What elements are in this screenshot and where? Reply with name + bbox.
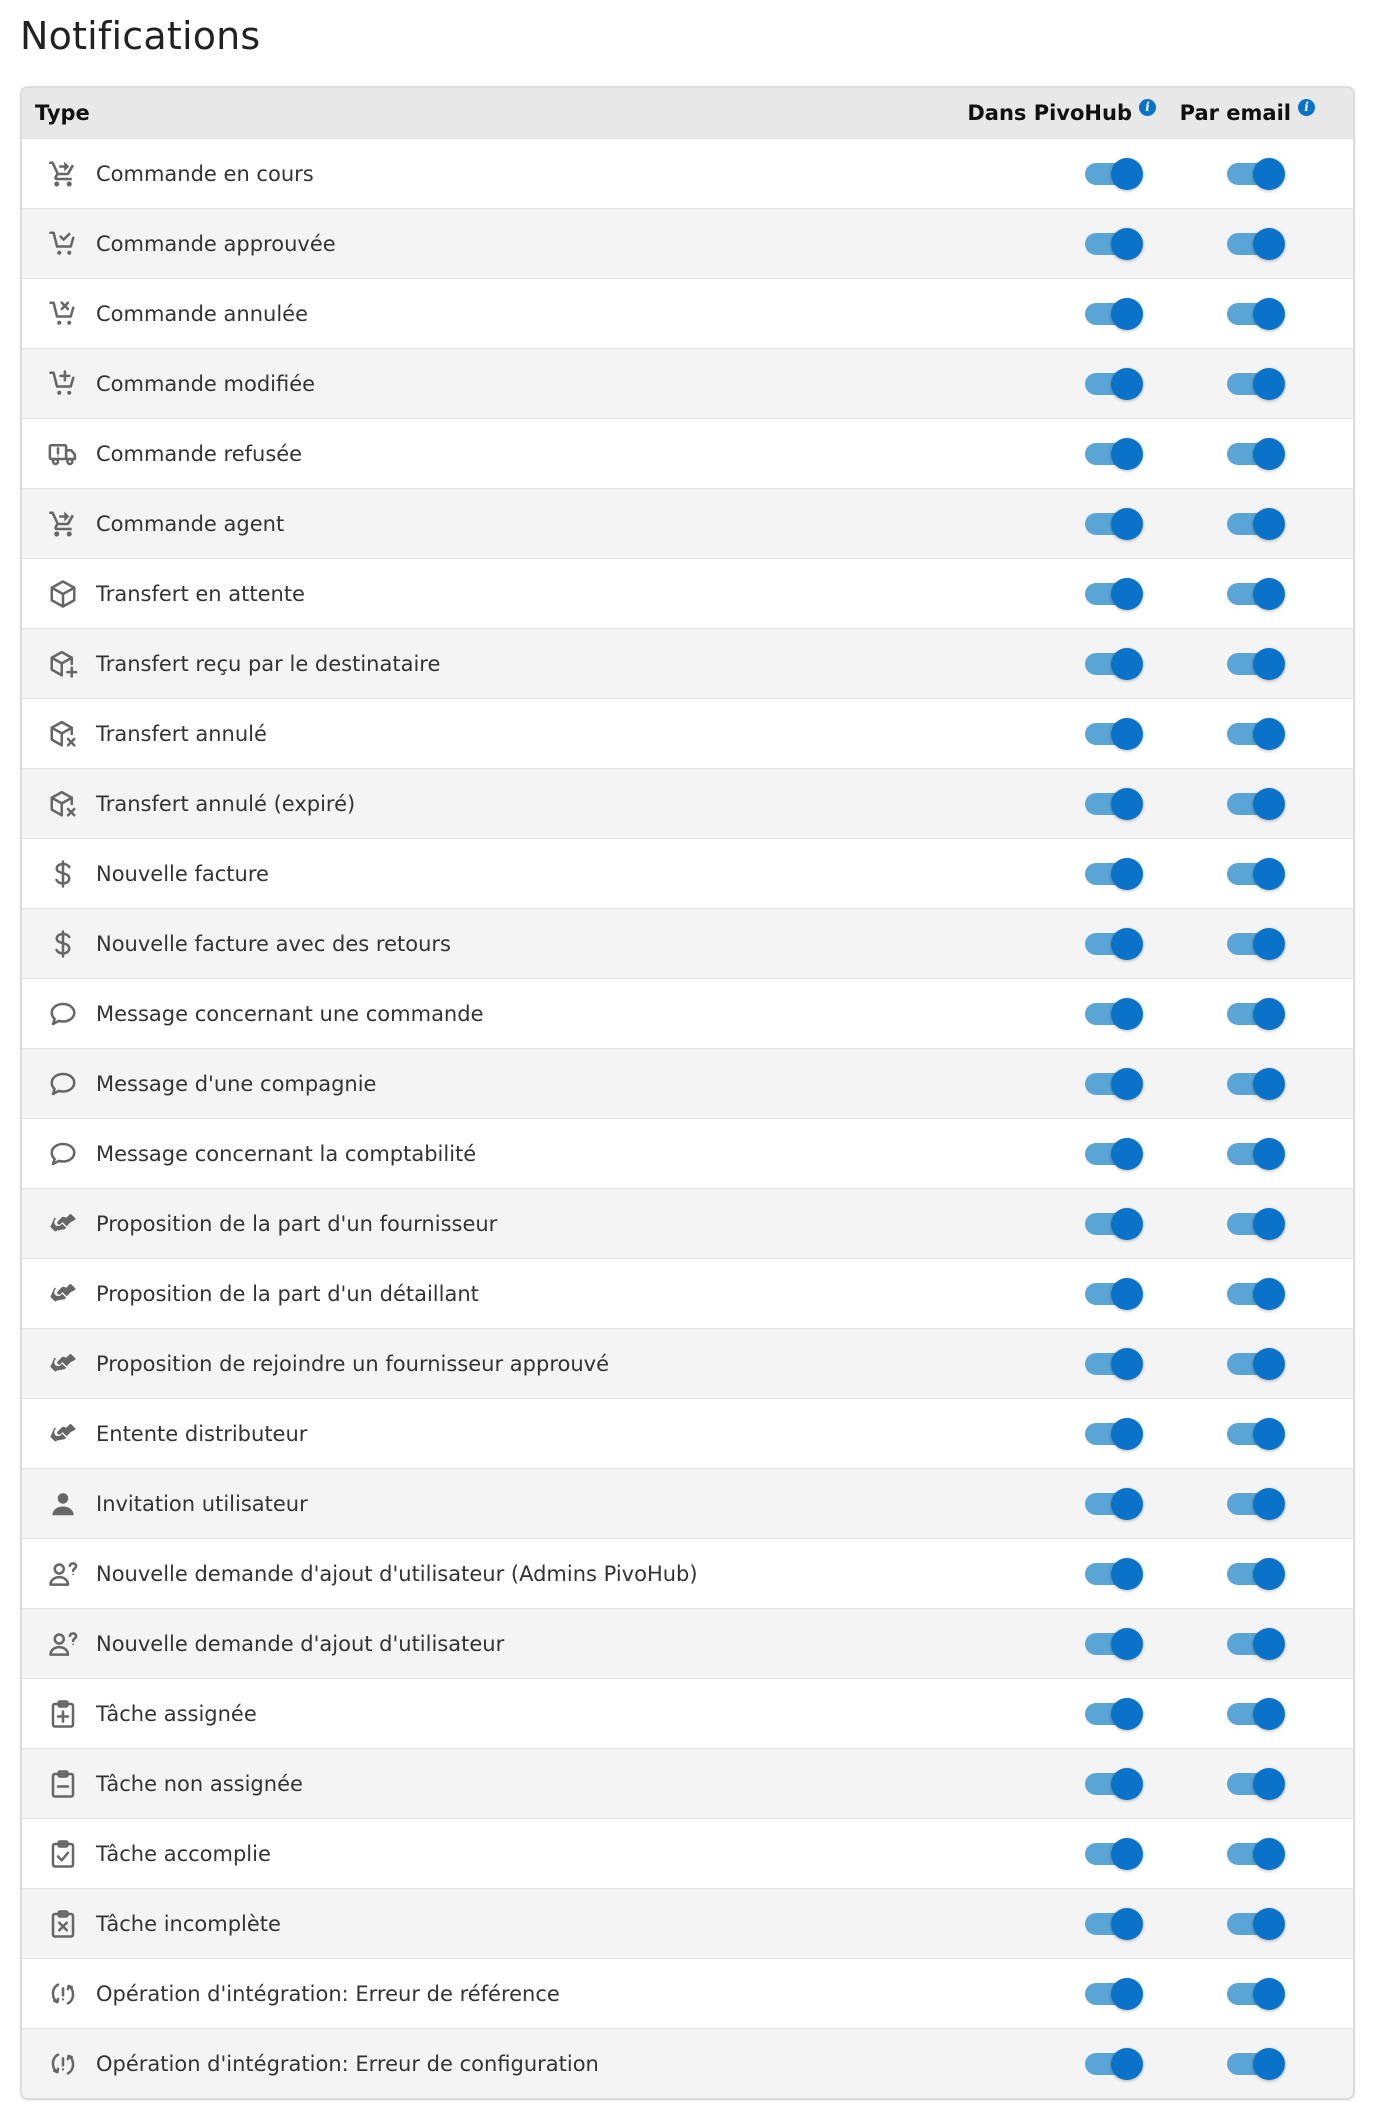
- in-app-toggle[interactable]: [1085, 163, 1141, 185]
- toggle-knob: [1253, 1768, 1285, 1800]
- email-toggle[interactable]: [1227, 1143, 1283, 1165]
- toggle-knob: [1111, 578, 1143, 610]
- in-app-cell: [909, 1703, 1141, 1725]
- notification-type-label: Tâche assignée: [96, 1701, 257, 1726]
- notifications-table: [20, 86, 1355, 2100]
- toggle-knob: [1111, 1558, 1143, 1590]
- in-app-cell: [909, 303, 1141, 325]
- in-app-cell: [909, 1773, 1141, 1795]
- in-app-cell: [909, 1983, 1141, 2005]
- toggle-knob: [1253, 228, 1285, 260]
- in-app-cell: [909, 513, 1141, 535]
- truck-alert-icon: [47, 438, 79, 470]
- table-row: [22, 1958, 1353, 2028]
- in-app-cell: [909, 1913, 1141, 1935]
- toggle-knob: [1253, 1908, 1285, 1940]
- email-cell: [1141, 1423, 1353, 1445]
- email-toggle[interactable]: [1227, 373, 1283, 395]
- type-cell: [22, 1768, 909, 1800]
- in-app-toggle[interactable]: [1085, 1213, 1141, 1235]
- notification-type-label: Transfert annulé: [96, 721, 267, 746]
- type-cell: [22, 1558, 909, 1590]
- type-cell: [22, 2048, 909, 2080]
- toggle-knob: [1111, 1768, 1143, 1800]
- table-row: [22, 698, 1353, 768]
- email-toggle[interactable]: [1227, 583, 1283, 605]
- type-cell: [22, 578, 909, 610]
- toggle-knob: [1111, 298, 1143, 330]
- email-cell: [1141, 1983, 1353, 2005]
- table-row: [22, 628, 1353, 698]
- in-app-toggle[interactable]: [1085, 373, 1141, 395]
- toggle-knob: [1253, 788, 1285, 820]
- toggle-knob: [1111, 928, 1143, 960]
- toggle-knob: [1111, 158, 1143, 190]
- email-toggle[interactable]: [1227, 1283, 1283, 1305]
- in-app-cell: [909, 1003, 1141, 1025]
- email-cell: [1141, 1213, 1353, 1235]
- toggle-knob: [1253, 578, 1285, 610]
- toggle-knob: [1111, 438, 1143, 470]
- email-cell: [1141, 373, 1353, 395]
- notification-type-label: Transfert en attente: [96, 581, 305, 606]
- toggle-knob: [1111, 788, 1143, 820]
- notification-type-label: Proposition de rejoindre un fournisseur approuvé: [96, 1351, 609, 1376]
- in-app-cell: [909, 933, 1141, 955]
- in-app-cell: [909, 1143, 1141, 1165]
- in-app-cell: [909, 1353, 1141, 1375]
- page-title: Notifications: [20, 14, 261, 58]
- table-row: [22, 1258, 1353, 1328]
- table-row: [22, 278, 1353, 348]
- in-app-toggle[interactable]: [1085, 1073, 1141, 1095]
- toggle-knob: [1253, 508, 1285, 540]
- type-cell: [22, 788, 909, 820]
- toggle-knob: [1253, 1838, 1285, 1870]
- table-row: [22, 768, 1353, 838]
- notification-type-label: Transfert reçu par le destinataire: [96, 651, 441, 676]
- table-row: [22, 838, 1353, 908]
- in-app-cell: [909, 1843, 1141, 1865]
- in-app-toggle[interactable]: [1085, 863, 1141, 885]
- table-row: [22, 1608, 1353, 1678]
- table-row: [22, 1678, 1353, 1748]
- header-email: [1156, 101, 1353, 125]
- clipboard-check-icon: [47, 1838, 79, 1870]
- notification-type-label: Message d'une compagnie: [96, 1071, 377, 1096]
- table-row: [22, 1818, 1353, 1888]
- toggle-knob: [1253, 648, 1285, 680]
- type-cell: [22, 1908, 909, 1940]
- toggle-knob: [1253, 928, 1285, 960]
- in-app-cell: [909, 723, 1141, 745]
- in-app-cell: [909, 1493, 1141, 1515]
- toggle-knob: [1253, 1418, 1285, 1450]
- email-cell: [1141, 1493, 1353, 1515]
- notification-type-label: Proposition de la part d'un fournisseur: [96, 1211, 498, 1236]
- cart-arrow-icon: [47, 508, 79, 540]
- toggle-knob: [1253, 858, 1285, 890]
- toggle-knob: [1253, 298, 1285, 330]
- notification-type-label: Commande refusée: [96, 441, 303, 466]
- in-app-cell: [909, 583, 1141, 605]
- email-toggle[interactable]: [1227, 653, 1283, 675]
- toggle-knob: [1253, 1978, 1285, 2010]
- in-app-toggle[interactable]: [1085, 583, 1141, 605]
- toggle-knob: [1111, 858, 1143, 890]
- email-toggle[interactable]: [1227, 863, 1283, 885]
- type-cell: [22, 298, 909, 330]
- chat-bubble-icon: [47, 1138, 79, 1170]
- toggle-knob: [1111, 1418, 1143, 1450]
- in-app-cell: [909, 443, 1141, 465]
- notification-type-label: Nouvelle demande d'ajout d'utilisateur (Admins PivoHub): [96, 1561, 698, 1586]
- table-row: [22, 1118, 1353, 1188]
- table-row: [22, 558, 1353, 628]
- type-cell: [22, 1698, 909, 1730]
- in-app-toggle[interactable]: [1085, 1493, 1141, 1515]
- in-app-toggle[interactable]: [1085, 1423, 1141, 1445]
- table-row: [22, 1328, 1353, 1398]
- in-app-toggle[interactable]: [1085, 1003, 1141, 1025]
- table-row: [22, 418, 1353, 488]
- user-icon: [47, 1488, 79, 1520]
- toggle-knob: [1253, 1348, 1285, 1380]
- type-cell: [22, 928, 909, 960]
- email-toggle[interactable]: [1227, 1213, 1283, 1235]
- in-app-toggle[interactable]: [1085, 793, 1141, 815]
- toggle-knob: [1253, 1488, 1285, 1520]
- chat-bubble-icon: [47, 1068, 79, 1100]
- email-toggle[interactable]: [1227, 1003, 1283, 1025]
- in-app-cell: [909, 1073, 1141, 1095]
- type-cell: [22, 368, 909, 400]
- clipboard-x-icon: [47, 1908, 79, 1940]
- in-app-toggle[interactable]: [1085, 233, 1141, 255]
- cart-check-icon: [47, 228, 79, 260]
- email-toggle[interactable]: [1227, 233, 1283, 255]
- toggle-knob: [1111, 1698, 1143, 1730]
- in-app-toggle[interactable]: [1085, 1353, 1141, 1375]
- toggle-knob: [1111, 508, 1143, 540]
- table-row: [22, 1048, 1353, 1118]
- in-app-cell: [909, 233, 1141, 255]
- type-cell: [22, 858, 909, 890]
- handshake-icon: [47, 1348, 79, 1380]
- toggle-knob: [1111, 2048, 1143, 2080]
- email-cell: [1141, 1773, 1353, 1795]
- table-row: [22, 1398, 1353, 1468]
- type-cell: [22, 1138, 909, 1170]
- handshake-icon: [47, 1418, 79, 1450]
- email-cell: [1141, 1633, 1353, 1655]
- package-x-icon: [47, 718, 79, 750]
- toggle-knob: [1111, 1348, 1143, 1380]
- in-app-cell: [909, 863, 1141, 885]
- email-cell: [1141, 1703, 1353, 1725]
- email-cell: [1141, 1073, 1353, 1095]
- in-app-cell: [909, 1633, 1141, 1655]
- header-in-app: [909, 101, 1156, 125]
- email-cell: [1141, 1843, 1353, 1865]
- in-app-toggle[interactable]: [1085, 1563, 1141, 1585]
- header-type: Type: [35, 101, 90, 125]
- toggle-knob: [1253, 2048, 1285, 2080]
- toggle-knob: [1253, 438, 1285, 470]
- in-app-toggle[interactable]: [1085, 1913, 1141, 1935]
- table-row: [22, 978, 1353, 1048]
- in-app-toggle[interactable]: [1085, 723, 1141, 745]
- notification-type-label: Nouvelle demande d'ajout d'utilisateur: [96, 1631, 505, 1656]
- in-app-toggle[interactable]: [1085, 443, 1141, 465]
- notification-type-label: Commande modifiée: [96, 371, 316, 396]
- toggle-knob: [1111, 1138, 1143, 1170]
- notification-type-label: Tâche incomplète: [96, 1911, 281, 1936]
- type-cell: [22, 718, 909, 750]
- toggle-knob: [1111, 718, 1143, 750]
- table-row: [22, 1748, 1353, 1818]
- info-icon[interactable]: i: [1139, 99, 1156, 116]
- table-row: [22, 348, 1353, 418]
- in-app-cell: [909, 1423, 1141, 1445]
- table-body: [22, 138, 1353, 2098]
- in-app-toggle[interactable]: [1085, 933, 1141, 955]
- type-cell: [22, 1838, 909, 1870]
- email-cell: [1141, 723, 1353, 745]
- notification-type-label: Tâche non assignée: [96, 1771, 303, 1796]
- email-toggle[interactable]: [1227, 1913, 1283, 1935]
- email-toggle[interactable]: [1227, 793, 1283, 815]
- toggle-knob: [1111, 1488, 1143, 1520]
- handshake-icon: [47, 1278, 79, 1310]
- in-app-cell: [909, 373, 1141, 395]
- clipboard-plus-icon: [47, 1698, 79, 1730]
- notification-type-label: Proposition de la part d'un détaillant: [96, 1281, 479, 1306]
- in-app-toggle[interactable]: [1085, 1843, 1141, 1865]
- in-app-cell: [909, 1283, 1141, 1305]
- chat-bubble-icon: [47, 998, 79, 1030]
- in-app-toggle[interactable]: [1085, 1983, 1141, 2005]
- type-cell: [22, 228, 909, 260]
- cart-x-icon: [47, 298, 79, 330]
- table-row: [22, 208, 1353, 278]
- email-toggle[interactable]: [1227, 1703, 1283, 1725]
- clipboard-minus-icon: [47, 1768, 79, 1800]
- email-cell: [1141, 163, 1353, 185]
- email-toggle[interactable]: [1227, 513, 1283, 535]
- toggle-knob: [1111, 1068, 1143, 1100]
- table-row: [22, 1188, 1353, 1258]
- type-cell: [22, 1068, 909, 1100]
- toggle-knob: [1111, 1278, 1143, 1310]
- email-toggle[interactable]: [1227, 1563, 1283, 1585]
- toggle-knob: [1111, 1978, 1143, 2010]
- in-app-toggle[interactable]: [1085, 303, 1141, 325]
- toggle-knob: [1111, 648, 1143, 680]
- email-cell: [1141, 863, 1353, 885]
- email-cell: [1141, 583, 1353, 605]
- notification-type-label: Commande en cours: [96, 161, 314, 186]
- toggle-knob: [1253, 1278, 1285, 1310]
- sync-alert-icon: [47, 2048, 79, 2080]
- table-row: [22, 488, 1353, 558]
- email-cell: [1141, 1283, 1353, 1305]
- email-cell: [1141, 443, 1353, 465]
- type-cell: [22, 1278, 909, 1310]
- notification-type-label: Nouvelle facture: [96, 861, 269, 886]
- toggle-knob: [1111, 228, 1143, 260]
- in-app-cell: [909, 653, 1141, 675]
- type-cell: [22, 1628, 909, 1660]
- toggle-knob: [1253, 1628, 1285, 1660]
- email-toggle[interactable]: [1227, 443, 1283, 465]
- email-toggle[interactable]: [1227, 1073, 1283, 1095]
- toggle-knob: [1111, 1628, 1143, 1660]
- handshake-icon: [47, 1208, 79, 1240]
- dollar-icon: [47, 858, 79, 890]
- toggle-knob: [1253, 158, 1285, 190]
- email-toggle[interactable]: [1227, 933, 1283, 955]
- notification-type-label: Tâche accomplie: [96, 1841, 271, 1866]
- in-app-toggle[interactable]: [1085, 513, 1141, 535]
- in-app-cell: [909, 2053, 1141, 2075]
- table-row: [22, 1468, 1353, 1538]
- notification-type-label: Transfert annulé (expiré): [96, 791, 356, 816]
- toggle-knob: [1253, 1558, 1285, 1590]
- email-cell: [1141, 1143, 1353, 1165]
- notification-type-label: Commande annulée: [96, 301, 308, 326]
- email-cell: [1141, 793, 1353, 815]
- email-toggle[interactable]: [1227, 1423, 1283, 1445]
- email-toggle[interactable]: [1227, 1773, 1283, 1795]
- in-app-cell: [909, 163, 1141, 185]
- toggle-knob: [1253, 1068, 1285, 1100]
- email-cell: [1141, 1003, 1353, 1025]
- notification-type-label: Nouvelle facture avec des retours: [96, 931, 451, 956]
- in-app-cell: [909, 1213, 1141, 1235]
- cart-arrow-icon: [47, 158, 79, 190]
- table-row: [22, 1888, 1353, 1958]
- email-toggle[interactable]: [1227, 1493, 1283, 1515]
- email-cell: [1141, 653, 1353, 675]
- toggle-knob: [1111, 1908, 1143, 1940]
- toggle-knob: [1253, 1138, 1285, 1170]
- email-toggle[interactable]: [1227, 723, 1283, 745]
- in-app-toggle[interactable]: [1085, 653, 1141, 675]
- sync-alert-icon: [47, 1978, 79, 2010]
- toggle-knob: [1253, 998, 1285, 1030]
- notification-type-label: Opération d'intégration: Erreur de référence: [96, 1981, 560, 2006]
- in-app-toggle[interactable]: [1085, 1283, 1141, 1305]
- email-cell: [1141, 933, 1353, 955]
- email-toggle[interactable]: [1227, 1633, 1283, 1655]
- email-toggle[interactable]: [1227, 1983, 1283, 2005]
- notification-type-label: Commande approuvée: [96, 231, 336, 256]
- email-cell: [1141, 1913, 1353, 1935]
- type-cell: [22, 1488, 909, 1520]
- table-row: [22, 908, 1353, 978]
- notification-type-label: Entente distributeur: [96, 1421, 308, 1446]
- in-app-cell: [909, 1563, 1141, 1585]
- email-toggle[interactable]: [1227, 163, 1283, 185]
- in-app-toggle[interactable]: [1085, 1773, 1141, 1795]
- type-cell: [22, 1348, 909, 1380]
- toggle-knob: [1253, 1208, 1285, 1240]
- email-toggle[interactable]: [1227, 303, 1283, 325]
- toggle-knob: [1253, 718, 1285, 750]
- info-icon[interactable]: i: [1298, 99, 1315, 116]
- email-cell: [1141, 233, 1353, 255]
- package-plus-icon: [47, 648, 79, 680]
- notification-type-label: Message concernant la comptabilité: [96, 1141, 477, 1166]
- email-cell: [1141, 513, 1353, 535]
- toggle-knob: [1111, 1838, 1143, 1870]
- email-toggle[interactable]: [1227, 1353, 1283, 1375]
- type-cell: [22, 158, 909, 190]
- package-x-icon: [47, 788, 79, 820]
- in-app-toggle[interactable]: [1085, 1143, 1141, 1165]
- cart-plus-icon: [47, 368, 79, 400]
- in-app-toggle[interactable]: [1085, 2053, 1141, 2075]
- table-header: [22, 88, 1353, 138]
- toggle-knob: [1253, 1698, 1285, 1730]
- notification-type-label: Commande agent: [96, 511, 285, 536]
- email-toggle[interactable]: [1227, 2053, 1283, 2075]
- table-row: [22, 1538, 1353, 1608]
- user-question-icon: [47, 1558, 79, 1590]
- type-cell: [22, 1208, 909, 1240]
- type-cell: [22, 1978, 909, 2010]
- header-email-label: Par email: [1179, 101, 1291, 125]
- notification-type-label: Invitation utilisateur: [96, 1491, 308, 1516]
- notification-type-label: Message concernant une commande: [96, 1001, 484, 1026]
- email-cell: [1141, 303, 1353, 325]
- email-cell: [1141, 1563, 1353, 1585]
- toggle-knob: [1111, 368, 1143, 400]
- in-app-toggle[interactable]: [1085, 1703, 1141, 1725]
- in-app-cell: [909, 793, 1141, 815]
- in-app-toggle[interactable]: [1085, 1633, 1141, 1655]
- email-toggle[interactable]: [1227, 1843, 1283, 1865]
- type-cell: [22, 648, 909, 680]
- table-row: [22, 138, 1353, 208]
- toggle-knob: [1253, 368, 1285, 400]
- header-in-app-label: Dans PivoHub: [967, 101, 1132, 125]
- type-cell: [22, 998, 909, 1030]
- toggle-knob: [1111, 1208, 1143, 1240]
- toggle-knob: [1111, 998, 1143, 1030]
- type-cell: [22, 438, 909, 470]
- dollar-icon: [47, 928, 79, 960]
- email-cell: [1141, 2053, 1353, 2075]
- type-cell: [22, 508, 909, 540]
- user-question-icon: [47, 1628, 79, 1660]
- email-cell: [1141, 1353, 1353, 1375]
- table-row: [22, 2028, 1353, 2098]
- type-cell: [22, 1418, 909, 1450]
- notification-type-label: Opération d'intégration: Erreur de configuration: [96, 2051, 599, 2076]
- package-icon: [47, 578, 79, 610]
